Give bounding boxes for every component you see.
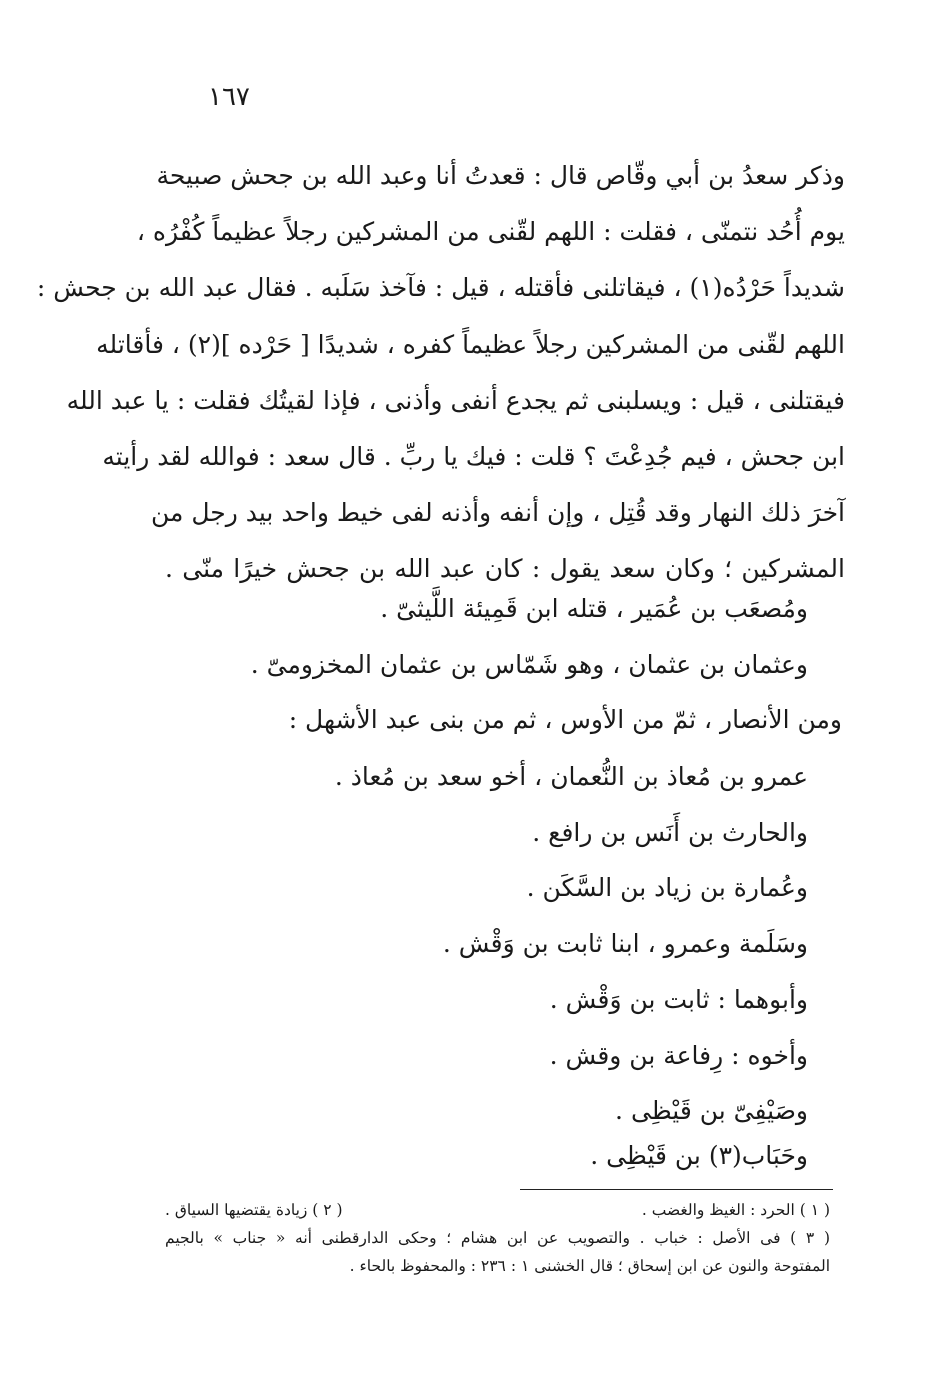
footnotes — [165, 1196, 830, 1280]
list-item: وصَيْفِىّ بن قَيْظِى . — [615, 1096, 808, 1125]
list-item: ومُصعَب بن عُمَير ، قتله ابن قَمِيئة اللَّيثىّ . — [380, 594, 808, 623]
body-line: آخرَ ذلك النهار وقد قُتِل ، وإن أنفه وأذنه لفى خيط واحد بيد رجل من — [150, 498, 845, 528]
list-item: وعُمارة بن زياد بن السَّكَن . — [526, 873, 808, 902]
list-item: عمرو بن مُعاذ بن النُّعمان ، أخو سعد بن مُعاذ . — [334, 762, 808, 791]
body-line: ابن جحش ، فيم جُدِعْتَ ؟ قلت : فيك يا ربِّ . قال سعد : فوالله لقد رأيته — [102, 442, 845, 472]
list-item: وعثمان بن عثمان ، وهو شَمّاس بن عثمان المخزومىّ . — [250, 650, 808, 679]
footnote-divider — [520, 1189, 833, 1190]
footnote-1: ( ١ ) الحرد : الغيظ والغضب . — [641, 1201, 830, 1219]
list-item: والحارث بن أَنَس بن رافع . — [532, 818, 808, 847]
body-line: فيقتلنى ، قيل : ويسلبنى ثم يجدع أنفى وأذنى ، فإذا لقيتُك فقلت : يا عبد الله — [66, 385, 845, 415]
body-line: وذكر سعدُ بن أبي وقّاص قال : قعدتُ أنا وعبد الله بن جحش صبيحة — [156, 161, 845, 190]
section-heading: ومن الأنصار ، ثمّ من الأوس ، ثم من بنى عبد الأشهل : — [288, 705, 842, 734]
footnote-3-line-1: ( ٣ ) فى الأصل : خباب . والتصويب عن ابن هشام ؛ وحكى الدارقطنى أنه « جناب » بالجيم — [165, 1229, 830, 1247]
body-line: شديداً حَرْدُه(١) ، فيقاتلنى فأقتله ، قيل : فآخذ سَلَبه . فقال عبد الله بن جحش : — [36, 273, 845, 303]
list-item: وسَلَمة وعمرو ، ابنا ثابت بن وَقْش . — [442, 929, 808, 958]
list-item: وأخوه : رِفاعة بن وقش . — [549, 1041, 808, 1070]
body-line: اللهم لقّنى من المشركين رجلاً عظيماً كفره ، شديدًا [ حَرْده ](٢) ، فأقاتله — [96, 329, 845, 359]
footnote-3-line-2: المفتوحة والنون عن ابن إسحاق ؛ قال الخشنى ١ : ٢٣٦ : والمحفوظ بالحاء . — [349, 1257, 830, 1275]
footnote-row — [165, 1196, 830, 1224]
body-line: المشركين ؛ وكان سعد يقول : كان عبد الله بن جحش خيرًا منّى . — [165, 554, 845, 584]
page-number: ١٦٧ — [208, 82, 250, 112]
footnote-2: ( ٢ ) زيادة يقتضيها السياق . — [165, 1201, 343, 1219]
list-item: وأبوهما : ثابت بن وَقْش . — [549, 985, 808, 1014]
body-line: يوم أُحُد نتمنّى ، فقلت : اللهم لقّنى من المشركين رجلاً عظيماً كُفْرُه ، — [136, 217, 845, 247]
list-item: وحَبَاب(٣) بن قَيْظِى . — [590, 1141, 808, 1170]
main-paragraph — [36, 148, 845, 598]
